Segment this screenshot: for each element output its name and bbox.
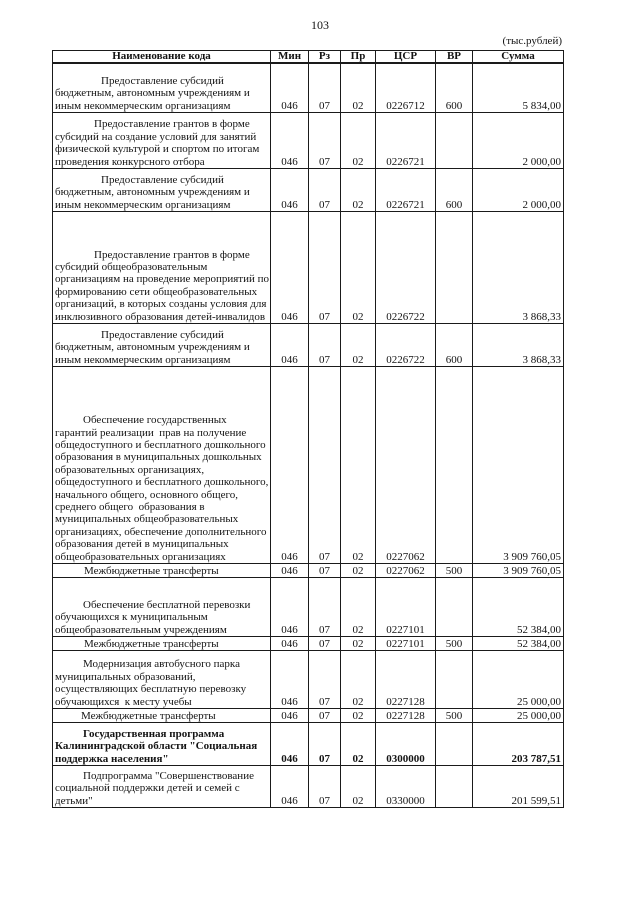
cell-expense-type-code xyxy=(436,113,473,169)
header-name: Наименование кода xyxy=(53,51,271,64)
table-row xyxy=(53,723,564,766)
cell-ministry-code: 046 xyxy=(271,113,309,169)
name-line: формированию сети общеобразовательных xyxy=(55,285,258,298)
cell-subsection-code: 02 xyxy=(341,63,376,113)
cell-subsection-code: 02 xyxy=(341,212,376,324)
cell-amount: 3 909 760,05 xyxy=(473,564,564,578)
cell-subsection-code: 02 xyxy=(341,723,376,766)
cell-section-code: 07 xyxy=(309,367,341,564)
name-line: организациям на проведение мероприятий по xyxy=(55,273,269,286)
cell-expense-type-code xyxy=(436,723,473,766)
cell-expense-type-code xyxy=(436,367,473,564)
cell-name xyxy=(53,637,271,651)
name-line: Межбюджетные трансферты xyxy=(84,564,219,577)
table-row xyxy=(53,212,564,324)
name-line: общедоступного и бесплатного дошкольного, xyxy=(55,476,269,489)
cell-amount: 52 384,00 xyxy=(473,578,564,637)
table-row xyxy=(53,113,564,169)
name-line: Обеспечение бесплатной перевозки xyxy=(83,598,251,611)
name-line: бюджетным, автономным учреждениям и xyxy=(55,341,250,354)
cell-amount: 25 000,00 xyxy=(473,651,564,709)
name-line: иным некоммерческим организациям xyxy=(55,99,231,112)
name-line: бюджетным, автономным учреждениям и xyxy=(55,87,250,100)
table-row xyxy=(53,324,564,367)
name-line: Подпрограмма "Совершенствование xyxy=(83,769,254,782)
cell-subsection-code: 02 xyxy=(341,651,376,709)
cell-name xyxy=(53,723,271,766)
cell-expense-type-code: 500 xyxy=(436,564,473,578)
name-line: общедоступного и бесплатного дошкольного xyxy=(55,438,266,451)
name-line: проведения конкурсного отбора xyxy=(55,155,205,168)
cell-expense-type-code: 600 xyxy=(436,169,473,212)
header-section: Рз xyxy=(309,51,341,64)
name-line: субсидий общеобразовательным xyxy=(55,260,208,273)
cell-target-article-code: 0227101 xyxy=(376,578,436,637)
cell-subsection-code: 02 xyxy=(341,564,376,578)
cell-expense-type-code xyxy=(436,766,473,808)
cell-ministry-code: 046 xyxy=(271,637,309,651)
cell-target-article-code: 0226721 xyxy=(376,169,436,212)
cell-name xyxy=(53,212,271,324)
cell-amount: 2 000,00 xyxy=(473,113,564,169)
cell-name xyxy=(53,564,271,578)
header-subsection: Пр xyxy=(341,51,376,64)
cell-amount: 3 909 760,05 xyxy=(473,367,564,564)
header-row xyxy=(53,51,564,64)
name-line: гарантий реализации прав на получение xyxy=(55,426,247,439)
cell-section-code: 07 xyxy=(309,578,341,637)
cell-subsection-code: 02 xyxy=(341,169,376,212)
name-line: бюджетным, автономным учреждениям и xyxy=(55,186,250,199)
name-line: образования детей в муниципальных xyxy=(55,538,229,551)
table-row xyxy=(53,709,564,723)
cell-ministry-code: 046 xyxy=(271,564,309,578)
cell-subsection-code: 02 xyxy=(341,578,376,637)
cell-expense-type-code xyxy=(436,578,473,637)
name-line: среднего общего образования в xyxy=(55,500,205,513)
cell-subsection-code: 02 xyxy=(341,113,376,169)
name-line: обучающихся к муниципальным xyxy=(55,611,208,624)
cell-expense-type-code: 600 xyxy=(436,63,473,113)
name-line: общеобразовательным учреждениям xyxy=(55,623,227,636)
cell-expense-type-code: 500 xyxy=(436,709,473,723)
cell-amount: 3 868,33 xyxy=(473,324,564,367)
cell-section-code: 07 xyxy=(309,564,341,578)
cell-section-code: 07 xyxy=(309,63,341,113)
cell-section-code: 07 xyxy=(309,651,341,709)
cell-ministry-code: 046 xyxy=(271,723,309,766)
cell-subsection-code: 02 xyxy=(341,367,376,564)
name-line: физической культурой и спортом по итогам xyxy=(55,143,260,156)
cell-ministry-code: 046 xyxy=(271,324,309,367)
name-line: Межбюджетные трансферты xyxy=(81,709,216,722)
name-line: муниципальных общеобразовательных xyxy=(55,513,239,526)
name-line: осуществляющих бесплатную перевозку xyxy=(55,683,247,696)
name-line: Предоставление грантов в форме xyxy=(94,248,250,261)
name-line: начального общего, основного общего, xyxy=(55,488,238,501)
name-line: Межбюджетные трансферты xyxy=(84,637,219,650)
name-line: обучающихся к месту учебы xyxy=(55,695,192,708)
name-line: Государственная программа xyxy=(83,727,225,740)
cell-name xyxy=(53,367,271,564)
cell-ministry-code: 046 xyxy=(271,63,309,113)
cell-section-code: 07 xyxy=(309,212,341,324)
table-row xyxy=(53,169,564,212)
cell-amount: 52 384,00 xyxy=(473,637,564,651)
name-line: Предоставление грантов в форме xyxy=(94,118,250,131)
cell-section-code: 07 xyxy=(309,637,341,651)
header-target-article: ЦСР xyxy=(376,51,436,64)
cell-expense-type-code xyxy=(436,651,473,709)
cell-amount: 203 787,51 xyxy=(473,723,564,766)
name-line: субсидий на создание условий для занятий xyxy=(55,130,257,143)
table-row xyxy=(53,63,564,113)
name-line: Модернизация автобусного парка xyxy=(83,658,240,671)
cell-expense-type-code xyxy=(436,212,473,324)
cell-amount: 25 000,00 xyxy=(473,709,564,723)
page-number: 103 xyxy=(311,18,329,32)
header-expense-type: ВР xyxy=(436,51,473,64)
cell-ministry-code: 046 xyxy=(271,651,309,709)
cell-ministry-code: 046 xyxy=(271,578,309,637)
name-line: образования в муниципальных дошкольных xyxy=(55,451,262,464)
cell-ministry-code: 046 xyxy=(271,212,309,324)
name-line: организаций, в которых созданы условия для xyxy=(55,298,267,311)
cell-amount: 201 599,51 xyxy=(473,766,564,808)
cell-name xyxy=(53,651,271,709)
cell-target-article-code: 0227128 xyxy=(376,709,436,723)
cell-target-article-code: 0330000 xyxy=(376,766,436,808)
table-body xyxy=(53,63,564,808)
units-note: (тыс.рублей) xyxy=(502,35,562,47)
cell-section-code: 07 xyxy=(309,723,341,766)
cell-expense-type-code: 600 xyxy=(436,324,473,367)
cell-target-article-code: 0226721 xyxy=(376,113,436,169)
cell-ministry-code: 046 xyxy=(271,766,309,808)
name-line: Калининградской области "Социальная xyxy=(55,740,258,753)
cell-target-article-code: 0226722 xyxy=(376,212,436,324)
name-line: Обеспечение государственных xyxy=(83,414,227,427)
table-header xyxy=(53,51,564,64)
cell-section-code: 07 xyxy=(309,169,341,212)
cell-section-code: 07 xyxy=(309,113,341,169)
name-line: инклюзивного образования детей-инвалидов xyxy=(55,310,266,323)
name-line: поддержка населения" xyxy=(55,752,169,765)
table-row xyxy=(53,637,564,651)
cell-subsection-code: 02 xyxy=(341,709,376,723)
name-line: Предоставление субсидий xyxy=(101,173,224,186)
budget-table xyxy=(52,50,564,808)
name-line: общеобразовательных организациях xyxy=(55,550,226,563)
name-line: Предоставление субсидий xyxy=(101,328,224,341)
cell-name xyxy=(53,578,271,637)
cell-section-code: 07 xyxy=(309,709,341,723)
cell-name xyxy=(53,709,271,723)
cell-amount: 2 000,00 xyxy=(473,169,564,212)
cell-expense-type-code: 500 xyxy=(436,637,473,651)
name-line: муниципальных образований, xyxy=(55,670,196,683)
cell-subsection-code: 02 xyxy=(341,324,376,367)
cell-amount: 3 868,33 xyxy=(473,212,564,324)
table-row xyxy=(53,367,564,564)
name-line: иным некоммерческим организациям xyxy=(55,198,231,211)
cell-target-article-code: 0227101 xyxy=(376,637,436,651)
table-row xyxy=(53,564,564,578)
cell-ministry-code: 046 xyxy=(271,709,309,723)
cell-section-code: 07 xyxy=(309,324,341,367)
cell-name xyxy=(53,113,271,169)
cell-name xyxy=(53,324,271,367)
name-line: социальной поддержки детей и семей с xyxy=(55,782,240,795)
table-row xyxy=(53,651,564,709)
name-line: организациях, обеспечение дополнительного xyxy=(55,525,267,538)
cell-target-article-code: 0227128 xyxy=(376,651,436,709)
cell-ministry-code: 046 xyxy=(271,169,309,212)
name-line: детьми" xyxy=(55,794,93,807)
name-line: иным некоммерческим организациям xyxy=(55,353,231,366)
cell-target-article-code: 0226722 xyxy=(376,324,436,367)
table-row xyxy=(53,578,564,637)
cell-name xyxy=(53,63,271,113)
header-amount: Сумма xyxy=(473,51,564,64)
cell-section-code: 07 xyxy=(309,766,341,808)
name-line: Предоставление субсидий xyxy=(101,74,224,87)
cell-target-article-code: 0227062 xyxy=(376,367,436,564)
cell-target-article-code: 0226712 xyxy=(376,63,436,113)
cell-ministry-code: 046 xyxy=(271,367,309,564)
cell-target-article-code: 0300000 xyxy=(376,723,436,766)
cell-amount: 5 834,00 xyxy=(473,63,564,113)
cell-name xyxy=(53,169,271,212)
cell-name xyxy=(53,766,271,808)
table-row xyxy=(53,766,564,808)
cell-target-article-code: 0227062 xyxy=(376,564,436,578)
cell-subsection-code: 02 xyxy=(341,766,376,808)
name-line: образовательных организациях, xyxy=(55,463,205,476)
cell-subsection-code: 02 xyxy=(341,637,376,651)
header-ministry: Мин xyxy=(271,51,309,64)
